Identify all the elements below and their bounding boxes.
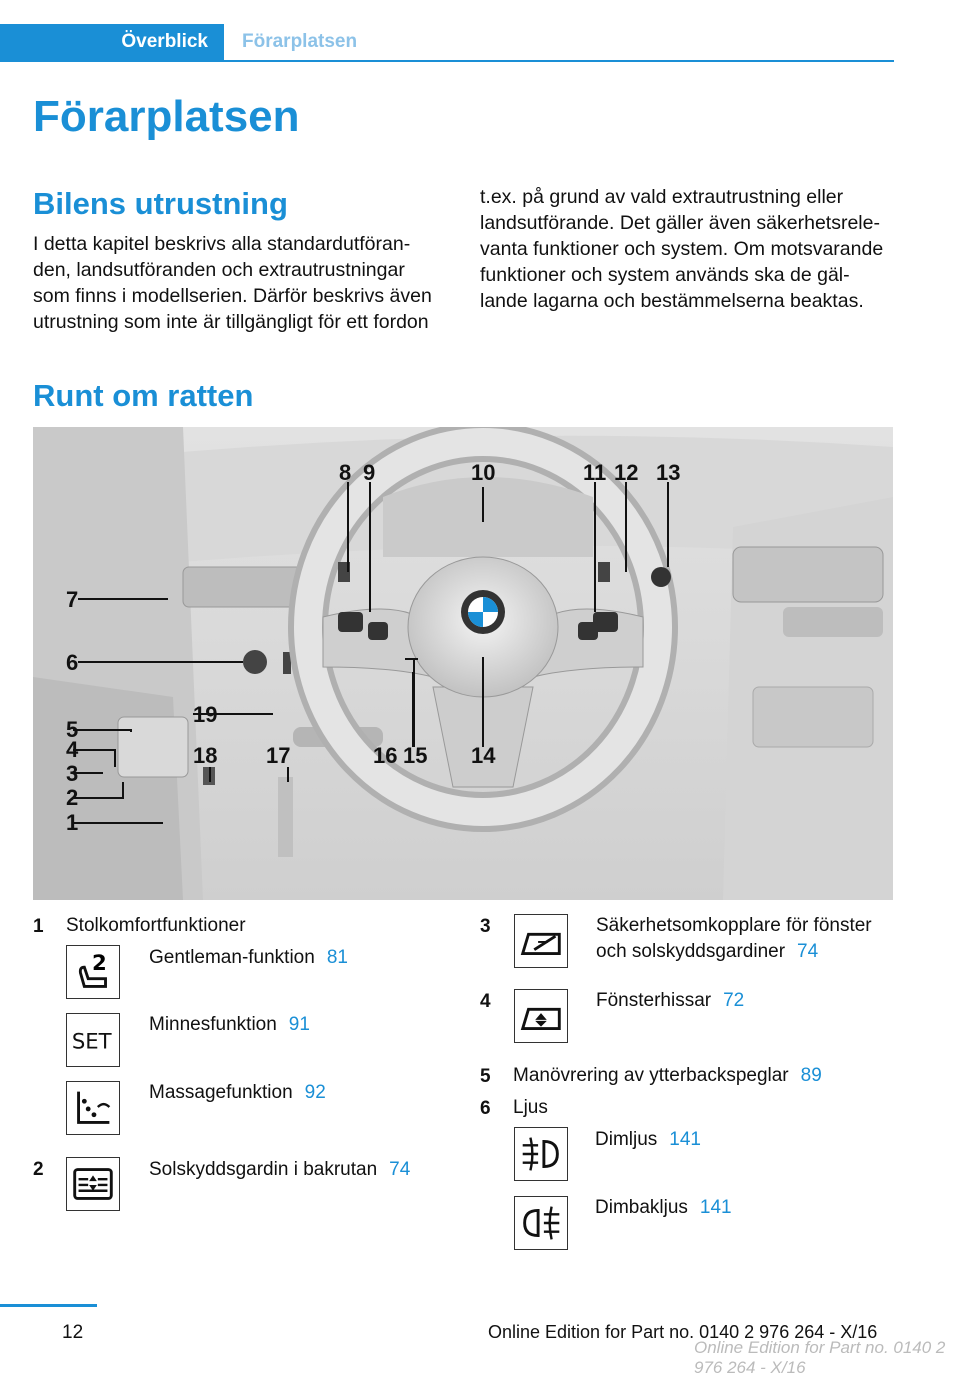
- item-number: 4: [480, 991, 491, 1012]
- svg-text:2: 2: [92, 950, 107, 976]
- text-line: utrustning som inte är tillgängligt för ett fordon: [33, 311, 429, 333]
- tab-drivers-seat[interactable]: Förarplatsen: [242, 31, 358, 52]
- page-reference-link[interactable]: 74: [797, 941, 819, 962]
- item-label: Ljus: [513, 1097, 548, 1118]
- rear-fog-light-icon: [514, 1196, 568, 1250]
- intro-column-2: [480, 184, 900, 314]
- svg-text:SET: SET: [71, 1028, 112, 1054]
- page-reference-link[interactable]: 74: [389, 1159, 411, 1180]
- callout-15: 15: [403, 743, 428, 768]
- massage-seat-icon: [66, 1081, 120, 1135]
- header-rule: [0, 60, 894, 62]
- text-line: den, landsutföranden och extrautrustningar: [33, 259, 405, 281]
- page-reference-link[interactable]: 141: [669, 1129, 701, 1150]
- callout-1: 1: [66, 810, 79, 835]
- cockpit-illustration: [33, 427, 893, 900]
- item-label: Massagefunktion: [149, 1082, 293, 1103]
- callout-13: 13: [656, 460, 681, 485]
- callout-17: 17: [266, 743, 291, 768]
- list-item: [149, 945, 348, 971]
- gentleman-seat-icon: [66, 945, 120, 999]
- callout-9: 9: [363, 460, 376, 485]
- item-number: 1: [33, 916, 44, 937]
- window-safety-switch-icon: [514, 914, 568, 968]
- page-reference-link[interactable]: 92: [304, 1082, 326, 1103]
- callout-10: 10: [471, 460, 496, 485]
- item-label: Solskyddsgardin i bakrutan: [149, 1159, 378, 1180]
- callout-8: 8: [339, 460, 352, 485]
- list-item: [149, 1080, 326, 1106]
- set-memory-icon: [66, 1013, 120, 1067]
- list-item: [149, 1157, 410, 1183]
- text-line: I detta kapitel beskrivs alla standardutföran-: [33, 233, 411, 255]
- section-heading-equipment: Bilens utrustning: [33, 186, 288, 221]
- callout-18: 18: [193, 743, 218, 768]
- item-label: Dimljus: [595, 1129, 658, 1150]
- page-reference-link[interactable]: 91: [288, 1014, 310, 1035]
- list-item: [596, 988, 744, 1014]
- callout-4: 4: [66, 737, 79, 762]
- item-label: och solskyddsgardiner: [596, 941, 786, 962]
- text-line: landsutförande. Det gäller även säkerhetsrele-: [480, 212, 880, 234]
- item-number: 5: [480, 1066, 491, 1087]
- callout-7: 7: [66, 587, 79, 612]
- item-label: Dimbakljus: [595, 1197, 688, 1218]
- page-number: 12: [62, 1322, 84, 1343]
- callout-3: 3: [66, 761, 79, 786]
- power-window-icon: [514, 989, 568, 1043]
- item-number: 2: [33, 1159, 44, 1180]
- item-label: Gentleman-funktion: [149, 947, 315, 968]
- item-number: 6: [480, 1098, 491, 1119]
- watermark: Online Edition for Part no. 0140 2 976 264 - X/16: [694, 1338, 946, 1377]
- callout-6: 6: [66, 650, 79, 675]
- item-label: Stolkomfortfunktioner: [66, 915, 246, 936]
- callout-14: 14: [471, 743, 496, 768]
- callout-19: 19: [193, 702, 218, 727]
- item-number: 3: [480, 916, 491, 937]
- text-line: t.ex. på grund av vald extrautrustning eller: [480, 186, 844, 208]
- callout-5: 5: [66, 717, 79, 742]
- text-line: funktioner och system används ska de gäl-: [480, 264, 850, 286]
- list-item: [596, 913, 872, 965]
- cockpit-drawing: [33, 427, 893, 900]
- page-reference-link[interactable]: 89: [800, 1065, 822, 1086]
- intro-column-1: [33, 231, 453, 335]
- tab-overview[interactable]: Överblick: [0, 24, 224, 60]
- page-reference-link[interactable]: 72: [723, 990, 745, 1011]
- list-item: [513, 1063, 822, 1089]
- page-reference-link[interactable]: 141: [699, 1197, 732, 1218]
- item-label: Fönsterhissar: [596, 990, 712, 1011]
- section-heading-steering-wheel: Runt om ratten: [33, 378, 254, 413]
- list-item: [149, 1012, 310, 1038]
- rear-sunblind-icon: [66, 1157, 120, 1211]
- callout-2: 2: [66, 785, 79, 810]
- page-title: Förarplatsen: [33, 92, 300, 141]
- list-item: [595, 1127, 701, 1153]
- item-label: Manövrering av ytterbackspeglar: [513, 1065, 789, 1086]
- item-label: Minnesfunktion: [149, 1014, 277, 1035]
- front-fog-light-icon: [514, 1127, 568, 1181]
- item-label: Säkerhetsomkopplare för fönster: [596, 915, 872, 936]
- text-line: som finns i modellserien. Därför beskrivs även: [33, 285, 432, 307]
- callout-12: 12: [614, 460, 639, 485]
- text-line: vanta funktioner och system. Om motsvarande: [480, 238, 884, 260]
- text-line: lande lagarna och bestämmelserna beaktas.: [480, 290, 864, 312]
- footer-rule: [0, 1304, 97, 1307]
- page-reference-link[interactable]: 81: [326, 947, 348, 968]
- footer-edition: Online Edition for Part no. 0140 2 976 264 - X/16: [488, 1322, 878, 1342]
- callout-16: 16: [373, 743, 398, 768]
- callout-11: 11: [583, 460, 607, 485]
- list-item: [595, 1195, 732, 1221]
- chapter-header: [0, 24, 894, 62]
